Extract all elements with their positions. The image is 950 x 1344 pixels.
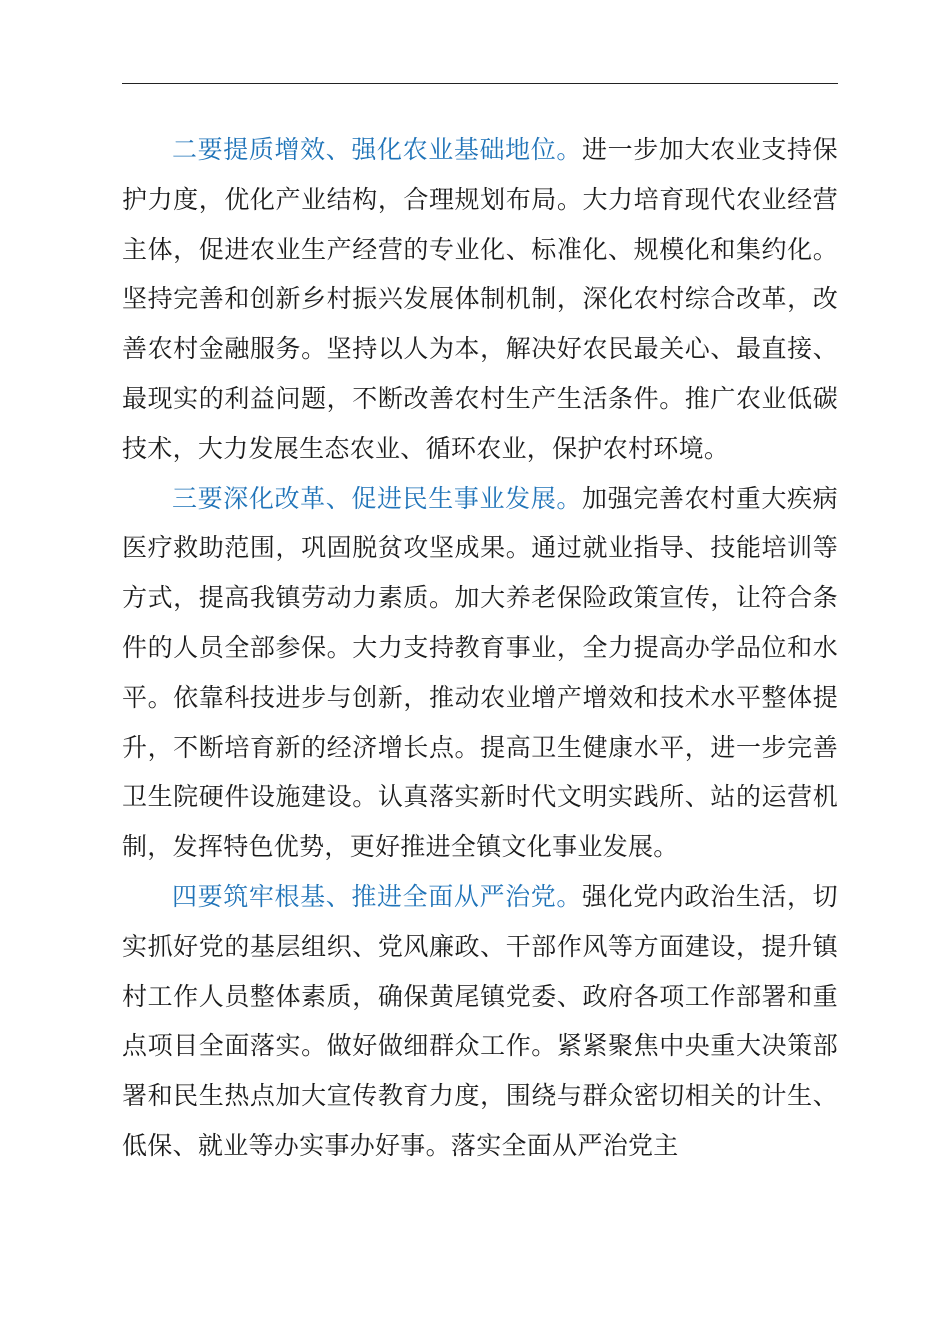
paragraph-4 (122, 872, 838, 1171)
paragraph-2 (122, 125, 838, 474)
paragraph-heading: 四要筑牢根基、推进全面从严治党。 (172, 881, 583, 911)
paragraph-text: 进一步加大农业支持保护力度，优化产业结构，合理规划布局。大力培育现代农业经营主体，促进农业生产经营的专业化、标准化、规模化和集约化。坚持完善和创新乡村振兴发展体制机制，深化农村综合改革，改善农村金融服务。坚持以人为本，解决好农民最关心、最直接、最现实的利益问题，不断改善农村生产生活条件。推广农业低碳技术，大力发展生态农业、循环农业，保护农村环境。 (122, 135, 838, 463)
header-rule (122, 83, 838, 84)
document-body (122, 125, 838, 1171)
paragraph-3 (122, 474, 838, 872)
paragraph-heading: 二要提质增效、强化农业基础地位。 (172, 135, 583, 164)
paragraph-text: 强化党内政治生活，切实抓好党的基层组织、党风廉政、干部作风等方面建设，提升镇村工作人员整体素质，确保黄尾镇党委、政府各项工作部署和重点项目全面落实。做好做细群众工作。紧紧聚焦中央重大决策部署和民生热点加大宣传教育力度，围绕与群众密切相关的计生、低保、就业等办实事办好事。落实全面从严治党主 (122, 881, 838, 1160)
paragraph-heading: 三要深化改革、促进民生事业发展。 (172, 483, 583, 513)
paragraph-text: 加强完善农村重大疾病医疗救助范围，巩固脱贫攻坚成果。通过就业指导、技能培训等方式，提高我镇劳动力素质。加大养老保险政策宣传，让符合条件的人员全部参保。大力支持教育事业，全力提高办学品位和水平。依靠科技进步与创新，推动农业增产增效和技术水平整体提升，不断培育新的经济增长点。提高卫生健康水平，进一步完善卫生院硬件设施建设。认真落实新时代文明实践所、站的运营机制，发挥特色优势，更好推进全镇文化事业发展。 (122, 483, 838, 862)
